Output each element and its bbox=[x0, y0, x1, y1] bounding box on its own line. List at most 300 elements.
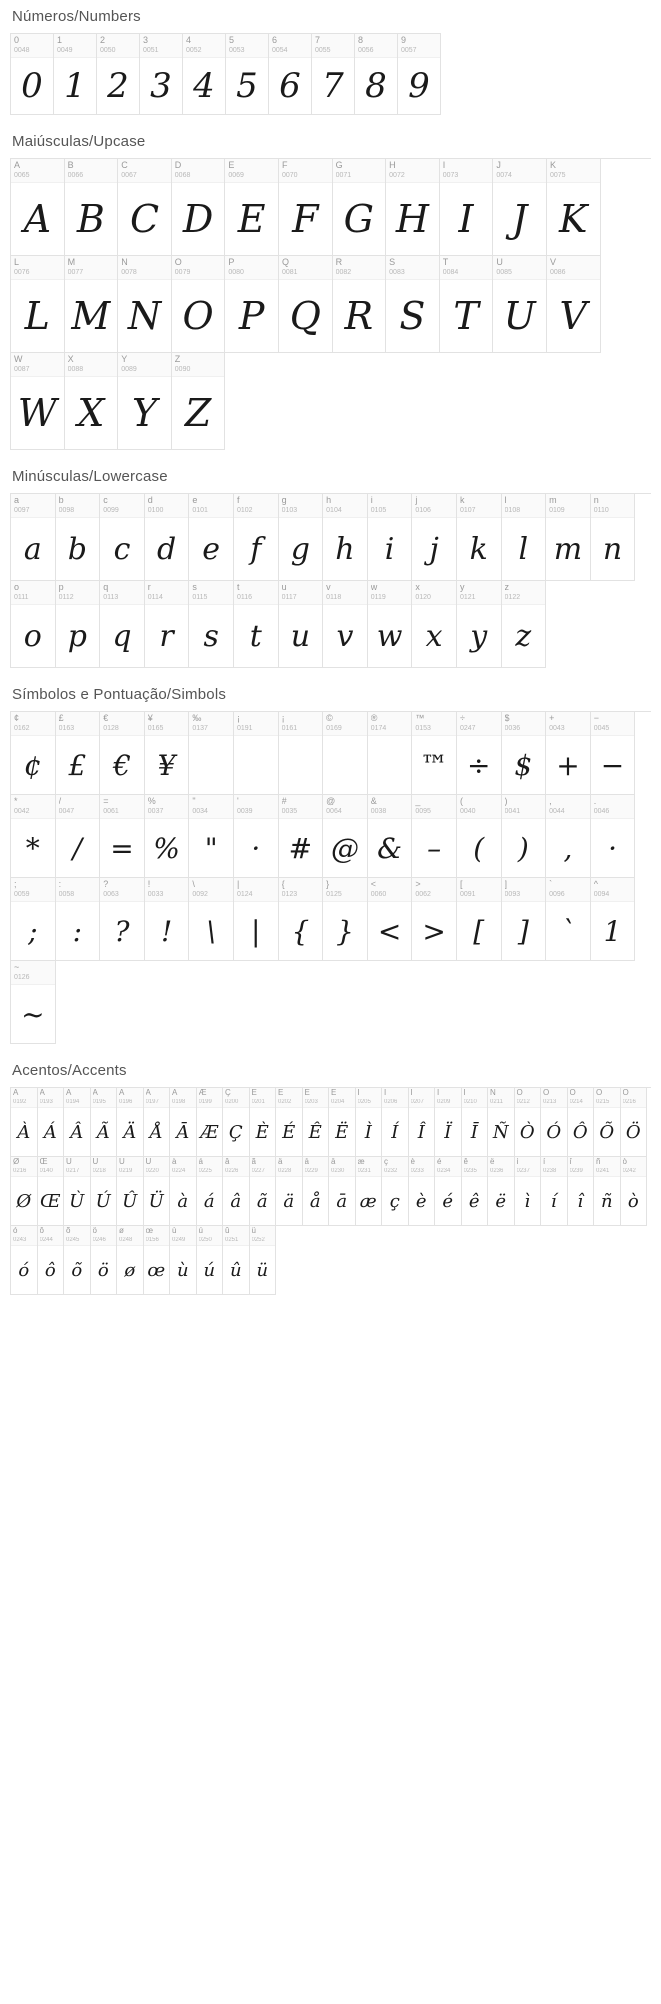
glyph-labels bbox=[145, 878, 189, 902]
glyph-char-name: Q bbox=[281, 258, 289, 267]
glyph-cell[interactable] bbox=[172, 159, 226, 256]
glyph-preview: 9 bbox=[408, 66, 430, 106]
glyph-preview: ~ bbox=[21, 997, 45, 1031]
glyph-preview bbox=[189, 736, 233, 794]
glyph-cell[interactable] bbox=[279, 494, 324, 581]
glyph-preview: Ø bbox=[16, 1190, 32, 1212]
glyph-cell[interactable] bbox=[329, 1157, 356, 1226]
glyph-preview: 4 bbox=[193, 66, 215, 106]
glyph-char-name: Í bbox=[384, 1089, 387, 1097]
glyph-cell[interactable] bbox=[269, 34, 312, 115]
glyph-preview: d bbox=[156, 531, 177, 567]
glyph-cell[interactable] bbox=[333, 256, 387, 353]
glyph-cell[interactable] bbox=[56, 581, 101, 668]
glyph-cell[interactable] bbox=[56, 712, 101, 795]
glyph-cell[interactable] bbox=[591, 878, 636, 961]
glyph-cell[interactable] bbox=[356, 1088, 383, 1157]
glyph-char-code: 0217 bbox=[66, 1168, 80, 1174]
glyph-cell[interactable] bbox=[412, 795, 457, 878]
glyph-cell[interactable] bbox=[333, 159, 387, 256]
glyph-labels bbox=[11, 159, 64, 183]
glyph-cell[interactable] bbox=[250, 1226, 277, 1295]
glyph-char-name: Ê bbox=[304, 1089, 310, 1097]
glyph-cell[interactable] bbox=[11, 1226, 38, 1295]
glyph-preview: m bbox=[553, 531, 583, 567]
glyph-char-name: 8 bbox=[358, 36, 364, 45]
glyph-preview: Ì bbox=[364, 1121, 372, 1143]
glyph-preview: i bbox=[384, 531, 395, 567]
glyph-preview: É bbox=[282, 1121, 296, 1143]
glyph-cell[interactable] bbox=[170, 1157, 197, 1226]
glyph-cell[interactable] bbox=[225, 159, 279, 256]
glyph-cell[interactable] bbox=[329, 1088, 356, 1157]
glyph-cell[interactable] bbox=[276, 1088, 303, 1157]
glyph-char-code: 0072 bbox=[389, 172, 405, 179]
glyph-preview: & bbox=[377, 831, 403, 865]
glyph-cell[interactable] bbox=[279, 581, 324, 668]
glyph-cell[interactable] bbox=[435, 1157, 462, 1226]
glyph-cell[interactable] bbox=[197, 1226, 224, 1295]
glyph-cell[interactable] bbox=[502, 795, 547, 878]
glyph-cell[interactable] bbox=[91, 1226, 118, 1295]
glyph-cell[interactable] bbox=[117, 1226, 144, 1295]
glyph-cell[interactable] bbox=[144, 1157, 171, 1226]
glyph-labels bbox=[11, 961, 55, 985]
glyph-cell[interactable] bbox=[412, 494, 457, 581]
glyph-cell[interactable] bbox=[183, 34, 226, 115]
glyph-cell[interactable] bbox=[197, 1157, 224, 1226]
glyph-cell[interactable] bbox=[412, 878, 457, 961]
glyph-preview: p bbox=[67, 618, 87, 654]
glyph-cell[interactable] bbox=[546, 795, 591, 878]
glyph-cell[interactable] bbox=[11, 494, 56, 581]
glyph-char-code: 0033 bbox=[147, 891, 164, 898]
glyph-cell[interactable] bbox=[189, 712, 234, 795]
glyph-labels bbox=[11, 1157, 37, 1177]
glyph-cell[interactable] bbox=[279, 795, 324, 878]
glyph-cell[interactable] bbox=[118, 159, 172, 256]
glyph-char-name: ã bbox=[251, 1158, 256, 1166]
glyph-char-name: Ü bbox=[145, 1158, 152, 1166]
glyph-labels bbox=[223, 1226, 249, 1246]
glyph-preview: Ô bbox=[572, 1121, 588, 1143]
glyph-char-code: 0085 bbox=[496, 269, 512, 276]
glyph-char-name: õ bbox=[66, 1227, 71, 1235]
glyph-cell[interactable] bbox=[547, 159, 601, 256]
glyph-cell[interactable] bbox=[145, 878, 190, 961]
glyph-cell[interactable] bbox=[56, 494, 101, 581]
glyph-cell[interactable] bbox=[11, 1157, 38, 1226]
glyph-preview: @ bbox=[330, 831, 359, 865]
glyph-preview: r bbox=[159, 618, 174, 654]
glyph-char-code: 0049 bbox=[57, 47, 73, 54]
glyph-preview: / bbox=[72, 831, 83, 865]
glyph-cell[interactable] bbox=[170, 1088, 197, 1157]
glyph-char-code: 0243 bbox=[13, 1237, 27, 1243]
glyph-cell[interactable] bbox=[145, 712, 190, 795]
glyph-preview: ? bbox=[114, 914, 130, 948]
glyph-cell[interactable] bbox=[546, 878, 591, 961]
glyph-labels bbox=[323, 712, 367, 736]
glyph-labels bbox=[234, 581, 278, 605]
glyph-cell[interactable] bbox=[11, 34, 54, 115]
glyph-preview: ™ bbox=[420, 748, 449, 782]
glyph-preview: 6 bbox=[279, 66, 301, 106]
glyph-cell[interactable] bbox=[323, 581, 368, 668]
glyph-cell[interactable] bbox=[279, 159, 333, 256]
glyph-cell[interactable] bbox=[356, 1157, 383, 1226]
glyph-char-code: 0068 bbox=[174, 172, 191, 179]
glyph-labels bbox=[547, 159, 600, 183]
glyph-preview: c bbox=[113, 531, 131, 567]
glyph-preview: È bbox=[255, 1121, 269, 1143]
glyph-cell[interactable] bbox=[38, 1088, 65, 1157]
glyph-cell[interactable] bbox=[440, 256, 494, 353]
glyph-cell[interactable] bbox=[170, 1226, 197, 1295]
glyph-cell[interactable] bbox=[54, 34, 97, 115]
glyph-cell[interactable] bbox=[591, 712, 636, 795]
glyph-char-code: 0111 bbox=[14, 594, 29, 601]
glyph-labels bbox=[197, 1226, 223, 1246]
glyph-labels bbox=[11, 1226, 37, 1246]
glyph-char-name: 7 bbox=[315, 36, 321, 45]
glyph-cell[interactable] bbox=[118, 256, 172, 353]
glyph-labels bbox=[172, 353, 225, 377]
glyph-cell[interactable] bbox=[409, 1157, 436, 1226]
glyph-char-name: # bbox=[281, 797, 287, 806]
glyph-char-code: 0165 bbox=[147, 725, 164, 732]
glyph-cell[interactable] bbox=[323, 878, 368, 961]
glyph-preview: K bbox=[559, 197, 588, 241]
glyph-cell[interactable] bbox=[234, 878, 279, 961]
glyph-cell[interactable] bbox=[594, 1088, 621, 1157]
glyph-labels bbox=[368, 581, 412, 605]
glyph-preview: Ç bbox=[228, 1121, 243, 1143]
glyph-labels bbox=[515, 1088, 541, 1108]
glyph-cell[interactable] bbox=[91, 1088, 118, 1157]
glyph-char-name: Ó bbox=[543, 1089, 550, 1097]
glyph-cell[interactable] bbox=[457, 494, 502, 581]
glyph-labels bbox=[547, 256, 600, 280]
glyph-cell[interactable] bbox=[56, 878, 101, 961]
glyph-preview: ì bbox=[524, 1190, 531, 1212]
glyph-preview: Å bbox=[149, 1121, 163, 1143]
glyph-cell[interactable] bbox=[276, 1157, 303, 1226]
glyph-char-code: 0209 bbox=[437, 1099, 451, 1105]
glyph-cell[interactable] bbox=[225, 256, 279, 353]
glyph-cell[interactable] bbox=[11, 256, 65, 353]
glyph-cell[interactable] bbox=[412, 712, 457, 795]
glyph-cell[interactable] bbox=[64, 1226, 91, 1295]
glyph-cell[interactable] bbox=[234, 795, 279, 878]
glyph-char-code: 0051 bbox=[143, 47, 159, 54]
glyph-char-name: ¡ bbox=[281, 714, 285, 723]
glyph-cell[interactable] bbox=[368, 795, 413, 878]
glyph-char-name: ` bbox=[549, 880, 553, 889]
glyph-preview: # bbox=[288, 831, 313, 865]
glyph-cell[interactable] bbox=[11, 878, 56, 961]
glyph-preview: Ü bbox=[148, 1190, 164, 1212]
glyph-cell[interactable] bbox=[382, 1088, 409, 1157]
glyph-preview: Á bbox=[43, 1121, 57, 1143]
glyph-cell[interactable] bbox=[172, 353, 226, 450]
glyph-cell[interactable] bbox=[140, 34, 183, 115]
glyph-char-code: 0042 bbox=[14, 808, 30, 815]
glyph-char-name: Œ bbox=[39, 1158, 48, 1166]
glyph-cell[interactable] bbox=[546, 494, 591, 581]
glyph-cell[interactable] bbox=[591, 494, 636, 581]
glyph-cell[interactable] bbox=[546, 712, 591, 795]
glyph-char-name: 9 bbox=[401, 36, 407, 45]
glyph-cell[interactable] bbox=[11, 795, 56, 878]
glyph-labels bbox=[386, 256, 439, 280]
glyph-cell[interactable] bbox=[11, 159, 65, 256]
glyph-cell[interactable] bbox=[91, 1157, 118, 1226]
glyph-cell[interactable] bbox=[144, 1226, 171, 1295]
glyph-cell[interactable] bbox=[303, 1088, 330, 1157]
glyph-cell[interactable] bbox=[386, 256, 440, 353]
glyph-cell[interactable] bbox=[118, 353, 172, 450]
glyph-cell[interactable] bbox=[457, 581, 502, 668]
glyph-cell[interactable] bbox=[64, 1088, 91, 1157]
glyph-cell[interactable] bbox=[11, 961, 56, 1044]
glyph-cell[interactable] bbox=[368, 581, 413, 668]
glyph-cell[interactable] bbox=[65, 353, 119, 450]
glyph-cell[interactable] bbox=[100, 795, 145, 878]
glyph-preview: Ë bbox=[335, 1121, 349, 1143]
glyph-labels bbox=[250, 1157, 276, 1177]
glyph-labels bbox=[145, 795, 189, 819]
glyph-preview: á bbox=[203, 1190, 215, 1212]
glyph-cell[interactable] bbox=[312, 34, 355, 115]
glyph-cell[interactable] bbox=[117, 1157, 144, 1226]
glyph-char-name: r bbox=[147, 583, 151, 592]
glyph-char-name: | bbox=[236, 880, 240, 889]
glyph-char-name: Ô bbox=[569, 1089, 576, 1097]
glyph-preview: ä bbox=[283, 1190, 295, 1212]
glyph-preview: Î bbox=[417, 1121, 425, 1143]
glyph-cell[interactable] bbox=[250, 1088, 277, 1157]
glyph-cell[interactable] bbox=[493, 159, 547, 256]
glyph-cell[interactable] bbox=[502, 712, 547, 795]
glyph-cell[interactable] bbox=[462, 1157, 489, 1226]
glyph-char-name: v bbox=[326, 583, 331, 592]
glyph-cell[interactable] bbox=[488, 1157, 515, 1226]
glyph-preview bbox=[234, 736, 278, 794]
glyph-cell[interactable] bbox=[38, 1157, 65, 1226]
glyph-char-name: é bbox=[437, 1158, 442, 1166]
glyph-char-name: á bbox=[198, 1158, 203, 1166]
glyph-preview: Y bbox=[131, 391, 158, 435]
glyph-char-name: ¥ bbox=[147, 714, 153, 723]
glyph-cell[interactable] bbox=[435, 1088, 462, 1157]
glyph-cell[interactable] bbox=[440, 159, 494, 256]
glyph-cell[interactable] bbox=[541, 1088, 568, 1157]
glyph-cell[interactable] bbox=[488, 1088, 515, 1157]
glyph-cell[interactable] bbox=[409, 1088, 436, 1157]
glyph-cell[interactable] bbox=[368, 494, 413, 581]
glyph-char-name: û bbox=[225, 1227, 230, 1235]
glyph-preview: í bbox=[550, 1190, 557, 1212]
glyph-cell[interactable] bbox=[144, 1088, 171, 1157]
glyph-preview: \ bbox=[206, 914, 216, 948]
glyph-cell[interactable] bbox=[493, 256, 547, 353]
glyph-cell[interactable] bbox=[382, 1157, 409, 1226]
glyph-cell[interactable] bbox=[64, 1157, 91, 1226]
glyph-cell[interactable] bbox=[11, 712, 56, 795]
glyph-char-code: 0065 bbox=[14, 172, 30, 179]
glyph-preview: w bbox=[376, 618, 403, 654]
glyph-cell[interactable] bbox=[386, 159, 440, 256]
glyph-char-name: / bbox=[58, 797, 62, 806]
glyph-cell[interactable] bbox=[457, 795, 502, 878]
glyph-preview: Ā bbox=[176, 1121, 190, 1143]
section-title: Maiúsculas/Upcase bbox=[12, 133, 146, 150]
glyph-char-code: 0105 bbox=[370, 507, 387, 514]
glyph-cell[interactable] bbox=[323, 795, 368, 878]
glyph-labels bbox=[279, 494, 323, 518]
glyph-cell[interactable] bbox=[279, 256, 333, 353]
glyph-cell[interactable] bbox=[56, 795, 101, 878]
glyph-char-code: 0247 bbox=[459, 725, 476, 732]
glyph-cell[interactable] bbox=[323, 494, 368, 581]
glyph-cell[interactable] bbox=[568, 1157, 595, 1226]
glyph-preview: y bbox=[470, 618, 488, 654]
glyph-cell[interactable] bbox=[368, 878, 413, 961]
glyph-cell[interactable] bbox=[117, 1088, 144, 1157]
glyph-cell[interactable] bbox=[65, 159, 119, 256]
glyph-char-code: 0117 bbox=[281, 594, 297, 601]
glyph-cell[interactable] bbox=[100, 494, 145, 581]
glyph-cell[interactable] bbox=[457, 712, 502, 795]
glyph-char-code: 0113 bbox=[103, 594, 119, 601]
glyph-cell[interactable] bbox=[457, 878, 502, 961]
glyph-labels bbox=[118, 256, 171, 280]
glyph-cell[interactable] bbox=[591, 795, 636, 878]
glyph-cell[interactable] bbox=[250, 1157, 277, 1226]
glyph-char-name: Ì bbox=[357, 1089, 360, 1097]
glyph-cell[interactable] bbox=[502, 581, 547, 668]
glyph-cell[interactable] bbox=[38, 1226, 65, 1295]
glyph-cell[interactable] bbox=[11, 353, 65, 450]
glyph-cell[interactable] bbox=[502, 494, 547, 581]
glyph-cell[interactable] bbox=[189, 878, 234, 961]
glyph-cell[interactable] bbox=[145, 795, 190, 878]
glyph-char-code: 0124 bbox=[236, 891, 253, 898]
glyph-cell[interactable] bbox=[100, 878, 145, 961]
glyph-cell[interactable] bbox=[279, 878, 324, 961]
glyph-cell[interactable] bbox=[189, 795, 234, 878]
section-lowercase bbox=[10, 468, 651, 668]
glyph-char-name: Ç bbox=[225, 1089, 231, 1097]
glyph-cell[interactable] bbox=[368, 712, 413, 795]
glyph-preview: % bbox=[153, 831, 180, 865]
glyph-cell[interactable] bbox=[189, 581, 234, 668]
glyph-labels bbox=[412, 795, 456, 819]
glyph-preview: B bbox=[76, 197, 105, 241]
glyph-char-code: 0044 bbox=[549, 808, 565, 815]
glyph-char-code: 0126 bbox=[14, 974, 30, 981]
glyph-char-code: 0215 bbox=[596, 1099, 610, 1105]
glyph-cell[interactable] bbox=[197, 1088, 224, 1157]
glyph-cell[interactable] bbox=[11, 581, 56, 668]
glyph-labels bbox=[250, 1088, 276, 1108]
glyph-cell[interactable] bbox=[223, 1157, 250, 1226]
glyph-char-name: W bbox=[14, 355, 23, 364]
glyph-char-code: 0249 bbox=[172, 1237, 186, 1243]
glyph-cell[interactable] bbox=[145, 494, 190, 581]
glyph-preview: t bbox=[249, 618, 262, 654]
glyph-char-code: 0073 bbox=[442, 172, 459, 179]
glyph-preview: ÷ bbox=[467, 748, 491, 782]
glyph-cell[interactable] bbox=[621, 1088, 648, 1157]
glyph-cell[interactable] bbox=[100, 712, 145, 795]
glyph-cell[interactable] bbox=[621, 1157, 648, 1226]
glyph-cell[interactable] bbox=[145, 581, 190, 668]
glyph-cell[interactable] bbox=[11, 1088, 38, 1157]
glyph-cell[interactable] bbox=[234, 581, 279, 668]
glyph-cell[interactable] bbox=[223, 1088, 250, 1157]
glyph-preview: g bbox=[290, 531, 310, 567]
glyph-cell[interactable] bbox=[515, 1157, 542, 1226]
glyph-preview: ü bbox=[256, 1259, 269, 1281]
glyph-char-name: ù bbox=[172, 1227, 177, 1235]
glyph-cell[interactable] bbox=[226, 34, 269, 115]
glyph-preview: { bbox=[291, 914, 310, 948]
glyph-cell[interactable] bbox=[303, 1157, 330, 1226]
glyph-char-name: P bbox=[228, 258, 235, 267]
glyph-cell[interactable] bbox=[568, 1088, 595, 1157]
glyph-char-name: > bbox=[415, 880, 421, 889]
glyph-cell[interactable] bbox=[355, 34, 398, 115]
glyph-cell[interactable] bbox=[172, 256, 226, 353]
glyph-char-name: % bbox=[147, 797, 156, 806]
glyph-labels bbox=[118, 353, 171, 377]
glyph-cell[interactable] bbox=[189, 494, 234, 581]
glyph-cell[interactable] bbox=[502, 878, 547, 961]
glyph-char-name: N bbox=[121, 258, 128, 267]
glyph-cell[interactable] bbox=[398, 34, 441, 115]
glyph-char-name: ) bbox=[504, 797, 508, 806]
glyph-char-name: ~ bbox=[14, 963, 20, 972]
glyph-cell[interactable] bbox=[65, 256, 119, 353]
glyph-cell[interactable] bbox=[279, 712, 324, 795]
glyph-char-name: è bbox=[410, 1158, 415, 1166]
glyph-cell[interactable] bbox=[412, 581, 457, 668]
glyph-cell[interactable] bbox=[234, 712, 279, 795]
glyph-cell[interactable] bbox=[323, 712, 368, 795]
glyph-cell[interactable] bbox=[541, 1157, 568, 1226]
glyph-labels bbox=[440, 159, 493, 183]
glyph-cell[interactable] bbox=[100, 581, 145, 668]
glyph-cell[interactable] bbox=[223, 1226, 250, 1295]
glyph-cell[interactable] bbox=[594, 1157, 621, 1226]
glyph-preview: ā bbox=[336, 1190, 348, 1212]
glyph-char-code: 0123 bbox=[281, 891, 298, 898]
glyph-labels bbox=[197, 1157, 223, 1177]
glyph-cell[interactable] bbox=[547, 256, 601, 353]
glyph-preview: 3 bbox=[150, 66, 172, 106]
glyph-char-code: 0194 bbox=[66, 1099, 80, 1105]
glyph-preview: é bbox=[442, 1190, 454, 1212]
glyph-char-code: 0199 bbox=[198, 1099, 212, 1105]
glyph-cell[interactable] bbox=[515, 1088, 542, 1157]
glyph-cell[interactable] bbox=[462, 1088, 489, 1157]
glyph-labels bbox=[594, 1088, 620, 1108]
glyph-char-name: å bbox=[304, 1158, 309, 1166]
glyph-cell[interactable] bbox=[97, 34, 140, 115]
glyph-cell[interactable] bbox=[234, 494, 279, 581]
